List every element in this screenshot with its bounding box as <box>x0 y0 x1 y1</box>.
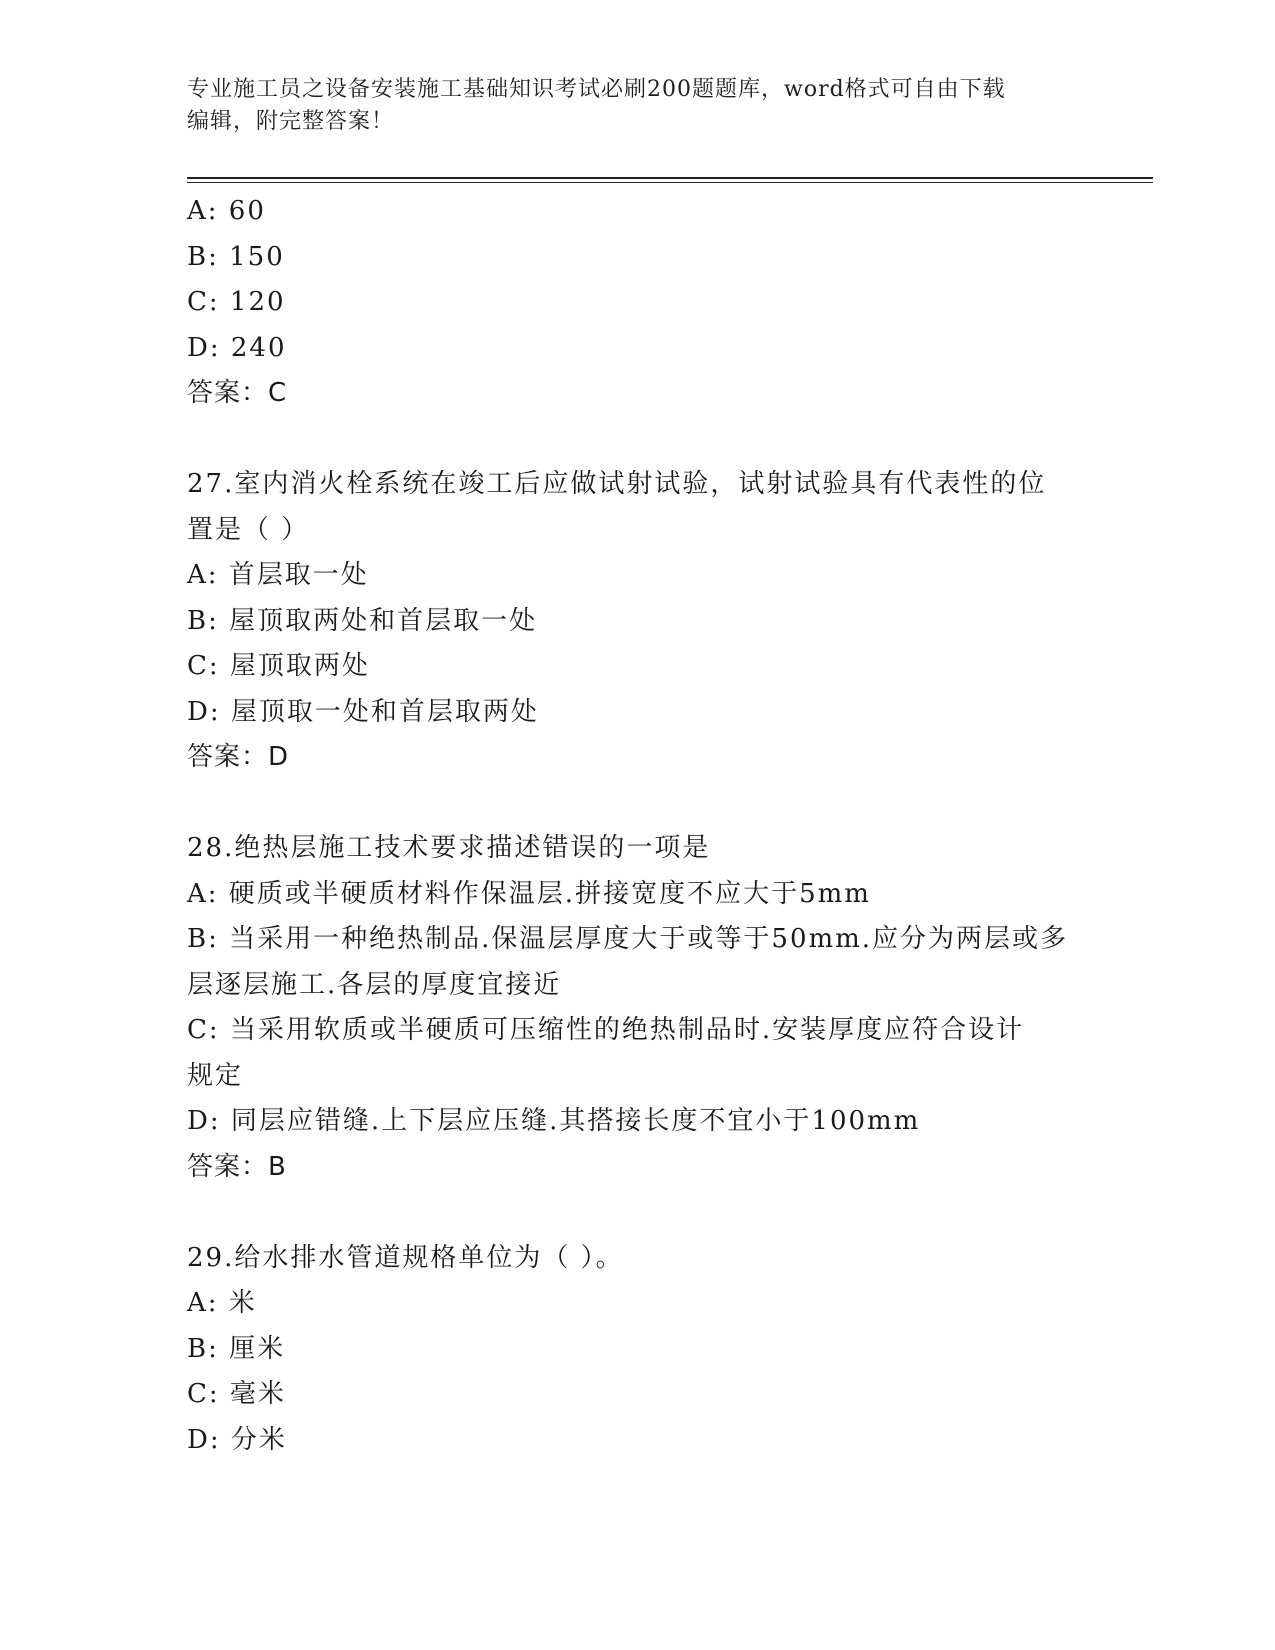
option-a: A: 硬质或半硬质材料作保温层.拼接宽度不应大于5mm <box>187 878 871 909</box>
option-b-cont: 层逐层施工.各层的厚度宜接近 <box>187 969 562 1000</box>
document-header <box>187 74 1087 138</box>
answer: 答案：D <box>187 742 290 772</box>
question-stem: 27.室内消火栓系统在竣工后应做试射试验，试射试验具有代表性的位 <box>187 469 1047 499</box>
spacer <box>187 417 1087 463</box>
option-b: B: 当采用一种绝热制品.保温层厚度大于或等于50mm.应分为两层或多 <box>187 924 1069 954</box>
option-c: C: 当采用软质或半硬质可压缩性的绝热制品时.安装厚度应符合设计 <box>187 1015 1025 1045</box>
option-d: D: 240 <box>187 332 287 363</box>
header-line-1: 专业施工员之设备安装施工基础知识考试必刷200题题库，word格式可自由下载 <box>187 77 1006 102</box>
header-line-2: 编辑，附完整答案！ <box>187 109 395 134</box>
spacer <box>187 1190 1087 1236</box>
option-d: D: 屋顶取一处和首层取两处 <box>187 696 539 727</box>
answer: 答案：C <box>187 378 288 408</box>
option-a: A: 首层取一处 <box>187 560 369 590</box>
question-28 <box>187 826 1087 1190</box>
spacer <box>187 781 1087 827</box>
option-d: D: 同层应错缝.上下层应压缝.其搭接长度不宜小于100mm <box>187 1106 921 1136</box>
option-a: A: 60 <box>187 196 266 226</box>
question-stem: 28.绝热层施工技术要求描述错误的一项是 <box>187 833 711 863</box>
question-26 <box>187 189 1087 417</box>
question-27 <box>187 462 1087 781</box>
header-rule-thin <box>187 182 1153 183</box>
question-stem: 29.给水排水管道规格单位为（ ）。 <box>187 1242 624 1273</box>
question-stem-cont: 置是（ ） <box>187 514 310 545</box>
question-list <box>187 189 1087 1463</box>
option-b: B: 屋顶取两处和首层取一处 <box>187 605 538 636</box>
header-rule-thick <box>187 177 1153 179</box>
answer: 答案：B <box>187 1151 287 1182</box>
option-c: C: 120 <box>187 287 286 317</box>
option-d: D: 分米 <box>187 1424 287 1455</box>
option-c: C: 屋顶取两处 <box>187 651 370 681</box>
question-29 <box>187 1236 1087 1464</box>
option-c-cont: 规定 <box>187 1060 244 1091</box>
option-b: B: 厘米 <box>187 1333 286 1364</box>
option-a: A: 米 <box>187 1288 257 1318</box>
option-c: C: 毫米 <box>187 1379 286 1409</box>
option-b: B: 150 <box>187 241 285 272</box>
